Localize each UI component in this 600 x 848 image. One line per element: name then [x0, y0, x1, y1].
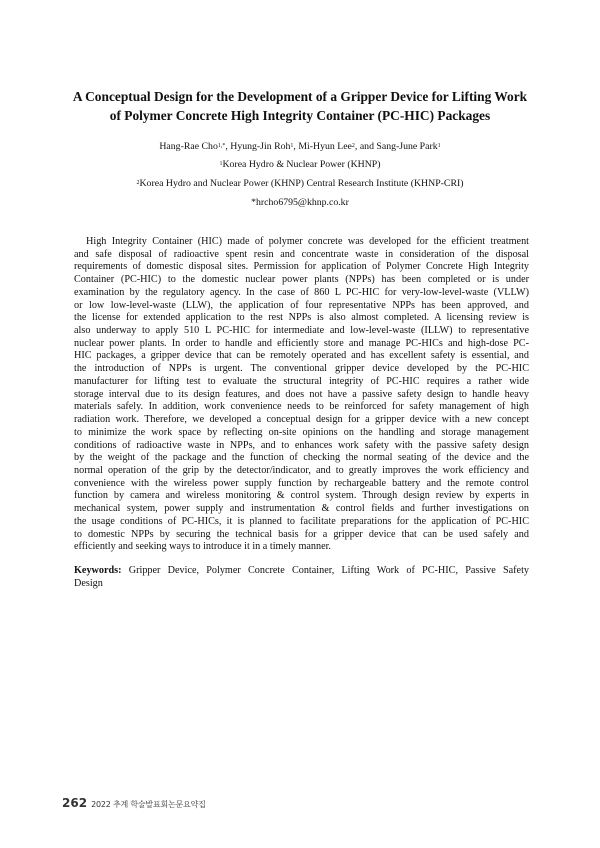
abstract-line: mechanical system, power supply and instrumentation & control fields and further investigations on: [74, 503, 529, 515]
abstract-line: the usage conditions of PC-HICs, it is planned to facilitate preparations for the application of PC-HIC: [74, 515, 529, 527]
abstract-line: storage interval due to its design features, and does not have a passive safety design to handle heavy: [74, 388, 529, 400]
keywords: [74, 565, 529, 591]
affiliation-1: [0, 159, 600, 171]
proceedings-title: 2022 추계 학술발표회논문요약집: [91, 800, 206, 809]
author-affiliation-mark: 1: [290, 143, 294, 149]
author-affiliation-mark: 1: [437, 143, 441, 149]
abstract-line: radiation work. Therefore, we developed a conceptual design for a gripper device with a new concept: [74, 414, 529, 426]
affiliation-mark: 2: [136, 180, 140, 186]
affiliation-2: [0, 178, 600, 190]
keywords-line-1: [74, 565, 529, 578]
author-affiliation-mark: 1,*: [217, 143, 226, 149]
abstract-line: and safe disposal of radioactive spent resin and concentrate waste in consideration of the disposal: [74, 248, 529, 260]
abstract-line: examination by the regulatory agency. In the case of 860 L PC-HIC for very-low-level-waste (VLLW): [74, 286, 529, 298]
abstract-line: to domestic NPPs by securing the technical basis for a gripper device that can be used safely and: [74, 528, 529, 540]
affiliation-text: Korea Hydro & Nuclear Power (KHNP): [222, 159, 381, 170]
abstract-line: to minimize the work space by reflecting on-site opinions on the handling and storage management: [74, 426, 529, 438]
abstract-line: or low low-level-waste (LLW), the application of four representative NPPs has been approved, and: [74, 299, 529, 311]
abstract-line: efficiently and seeking ways to introduce it in a timely manner.: [74, 541, 331, 553]
author-separator: ,: [293, 141, 299, 152]
title-line-2: of Polymer Concrete High Integrity Container (PC-HIC) Packages: [109, 108, 491, 123]
abstract-line: manufacturer for lifting test to evaluate the structural integrity of PC-HIC requires a rather wide: [74, 375, 529, 387]
keywords-line-2: Design: [74, 577, 103, 589]
abstract-line: normal operation of the grip by the detector/indicator, and to greatly improves the work efficiency and: [74, 464, 529, 476]
abstract-line: the introduction of NPPs is urgent. The conventional gripper device developed by the PC-HIC: [74, 363, 529, 375]
abstract-line: function by camera and wireless monitoring & control system. Through design review by experts in: [74, 490, 529, 502]
author-affiliation-mark: 2: [351, 143, 355, 149]
author-name: Mi-Hyun Lee: [298, 141, 352, 152]
abstract-line: convenience with the wireless power supply function by rechargeable battery and the remote control: [74, 477, 529, 489]
abstract-line: requirements of domestic disposal sites. Permission for application of Polymer Concrete High Integrity: [74, 261, 529, 273]
abstract-body: [74, 236, 529, 554]
author-list: [0, 141, 600, 153]
author-name: Hang-Rae Cho: [159, 141, 218, 152]
abstract-line: by the weight of the package and the function of checking the normal seating of the device and the: [74, 452, 529, 464]
author-name: Sang-June Park: [376, 141, 438, 152]
corresponding-email: *hrcho6795@khnp.co.kr: [251, 197, 349, 208]
abstract-line: High Integrity Container (HIC) made of polymer concrete was developed for the efficient treatment: [86, 236, 529, 247]
author-name: Hyung-Jin Roh: [230, 141, 291, 152]
author-separator: , and: [354, 141, 377, 152]
keywords-text: Gripper Device, Polymer Concrete Container, Lifting Work of PC-HIC, Passive Safety: [121, 565, 529, 576]
keywords-label: Keywords:: [74, 565, 122, 576]
page-footer: [62, 792, 206, 811]
abstract-line: HIC packages, a gripper device that can be remotely operated and has excellent safety is essential, and: [74, 350, 529, 362]
affiliation-text: Korea Hydro and Nuclear Power (KHNP) Central Research Institute (KHNP-CRI): [139, 178, 464, 189]
author-separator: ,: [225, 141, 231, 152]
abstract-line: the license for extended application to the rest NPPs is also almost completed. A licensing review is: [74, 312, 529, 324]
abstract-line: conditions of radioactive waste in NPPs, and to enhances work safety with the passive safety design: [74, 439, 529, 451]
affiliation-mark: 1: [219, 161, 223, 167]
abstract-line: Container (PC-HIC) to the domestic nuclear power plants (NPPs) has been completed or is under: [74, 274, 529, 286]
abstract-line: also underway to apply 510 L PC-HIC for intermediate and low-level-waste (ILLW) to representative: [74, 325, 529, 337]
title-line-1: A Conceptual Design for the Development of a Gripper Device for Lifting Work: [72, 89, 528, 104]
paper-title: [40, 87, 560, 125]
page-number: 262: [62, 796, 88, 810]
abstract-line: nuclear power plants. In order to handle and efficiently store and manage PC-HICs and high-dose PC-: [74, 337, 529, 349]
abstract-line: materials safely. In addition, work convenience needs to be reinforced for safety management of high: [74, 401, 529, 413]
